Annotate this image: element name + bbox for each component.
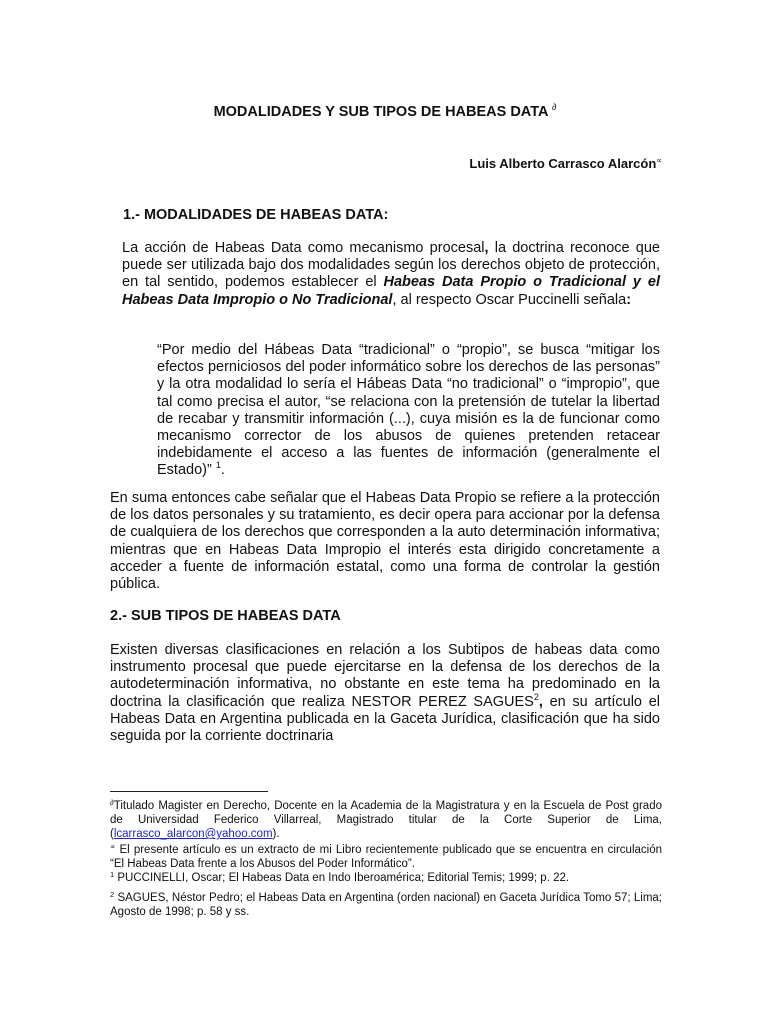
p1-text-c: , al respecto Oscar Puccinelli señala [392,291,627,308]
p1-colon: : [626,291,632,308]
fn2-text: SAGUES, Néstor Pedro; el Habeas Data en Argentina (orden nacional) en Gaceta Jurídica Tomo 57; Lima; Agosto de 1998; p. 58 y ss. [110,892,662,918]
block-quote [157,342,660,480]
fn-title-text: Titulado Magister en Derecho, Docente en la Academia de la Magistratura y en la Escuela de Post grado de Universidad Federico Villarreal, Magistrado titular de la Corte Superior de Lima, ( [110,800,662,840]
footnote-1 [110,871,662,885]
section1-heading: 1.- MODALIDADES DE HABEAS DATA: [123,207,389,223]
footnote-divider [110,791,268,792]
section2-heading: 2.- SUB TIPOS DE HABEAS DATA [110,608,341,624]
p1-text-a: La acción de Habeas Data como mecanismo procesal [122,240,485,256]
s2-text-a: Existen diversas clasificaciones en relación a los Subtipos de habeas data como instrumento procesal que puede ejercitarse en la defensa de los derechos de la autodeterminación informativa, no obstante en este tema ha predominado en la doctrina la clasificación que realiza NESTOR PEREZ SAGUES [110,642,660,710]
footnote-author [110,843,662,871]
author-email-link[interactable]: lcarrasco_alarcon@yahoo.com [113,828,273,840]
fn-title-mark: ∂ [110,798,114,807]
p1-comma: , [484,240,489,256]
title-text: MODALIDADES Y SUB TIPOS DE HABEAS DATA [213,104,548,120]
author-line [469,156,662,171]
quote-footnote-ref: 1 [215,460,221,471]
fn1-text: PUCCINELLI, Oscar; El Habeas Data en Indo Iberoamérica; Editorial Temis; 1999; p. 22. [117,872,570,884]
p1-text-b: la doctrina reconoce que puede ser utilizada bajo dos modalidades según los derechos objeto de protección, en tal sentido, podemos establecer el [122,240,660,291]
fn1-mark: 1 [110,870,115,879]
p1-emphasis: Habeas Data Propio o Tradicional y el Habeas Data Impropio o No Tradicional [122,274,660,308]
fn-author-text: El presente artículo es un extracto de mi Libro recientemente publicado que se encuentra en circulación “El Habeas Data frente a los Abusos del Poder Informático”. [110,844,662,870]
quote-end: . [220,462,225,479]
footnote-title [110,799,662,841]
s2-footnote-ref: 2 [533,691,539,702]
fn-author-mark: ∝ [110,842,116,851]
page-title [0,102,770,120]
section1-paragraph1 [122,240,660,309]
fn2-mark: 2 [110,890,115,899]
s2-text-b: en su artículo el Habeas Data en Argentina publicada en la Gaceta Jurídica, clasificación que ha sido seguida por la corriente doctrinaria [110,693,660,745]
author-footnote-mark: ∝ [656,156,662,165]
fn-title-end: ). [272,828,280,840]
author-name: Luis Alberto Carrasco Alarcón [469,156,657,171]
section1-paragraph2: En suma entonces cabe señalar que el Habeas Data Propio se refiere a la protección de los datos personales y su tratamiento, es decir opera para accionar por la defensa de cualquiera de los derechos que corresponden a la auto determinación informativa; mientras que en Habeas Data Impropio el interés esta dirigido concretamente a acceder a fuente de información estatal, como una forma de controlar la gestión pública. [110,490,660,593]
title-footnote-mark: ∂ [551,102,557,112]
quote-text: “Por medio del Hábeas Data “tradicional” o “propio”, se busca “mitigar los efectos perniciosos del poder informático sobre los derechos de las personas” y la otra modalidad lo sería el Hábeas Data “no tradicional” o “impropio”, que tal como precisa el autor, “se relaciona con la pretensión de tutelar la libertad de recabar y transmitir información (...), cuya misión es la de funcionar como mecanismo corrector de los abusos de quienes pretenden retacear indebidamente el acceso a las fuentes de información (generalmente el Estado)” [157,342,660,479]
s2-comma: , [538,693,543,710]
footnote-2 [110,891,662,919]
section2-paragraph1 [110,642,660,745]
